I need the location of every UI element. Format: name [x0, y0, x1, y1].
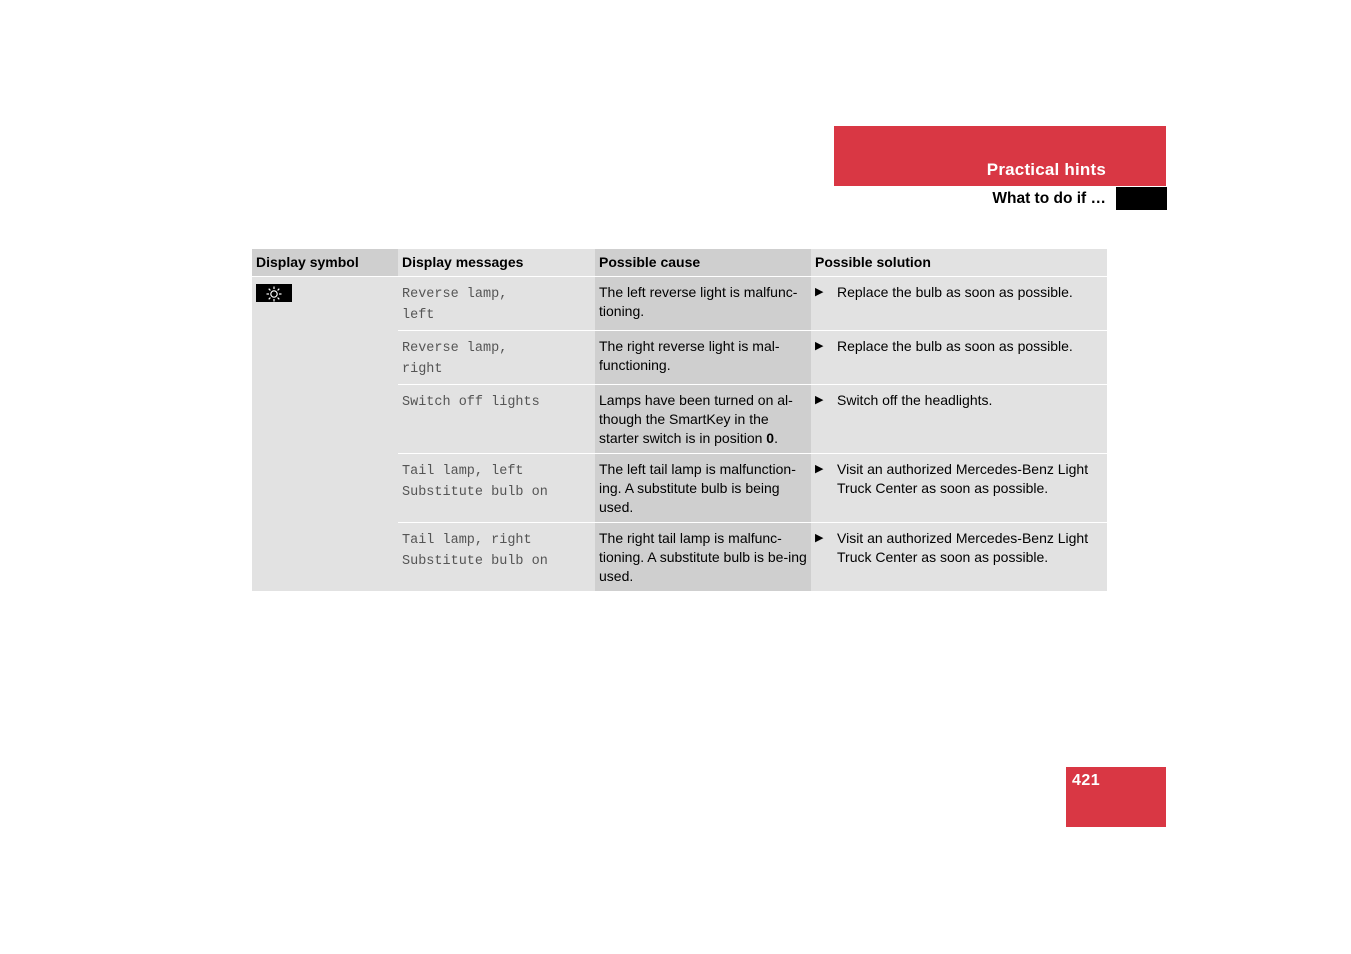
- message-cell: [398, 385, 595, 454]
- bullet-arrow-icon: ▶: [815, 394, 824, 406]
- message-cell: [398, 277, 595, 331]
- bullet-arrow-icon: ▶: [815, 532, 824, 544]
- page-number: 421: [1072, 772, 1101, 789]
- message-cell: [398, 331, 595, 385]
- cause-cell: The right reverse light is mal-functioning.: [595, 331, 811, 385]
- message-cell: [398, 523, 595, 592]
- cause-cell: [595, 385, 811, 454]
- display-message: Reverse lamp, right: [402, 341, 508, 377]
- cause-cell: The left reverse light is malfunc-tioning.: [595, 277, 811, 331]
- section-title: Practical hints: [986, 160, 1106, 179]
- solution-text: Visit an authorized Mercedes-Benz Light Truck Center as soon as possible.: [837, 530, 1089, 565]
- header-possible-cause: Possible cause: [595, 249, 811, 277]
- solution-cell: [811, 331, 1107, 385]
- cause-cell: The left tail lamp is malfunction-ing. A substitute bulb is being used.: [595, 454, 811, 523]
- header-possible-solution: Possible solution: [811, 249, 1107, 277]
- display-message: Tail lamp, right Substitute bulb on: [402, 533, 548, 569]
- cause-suffix: .: [774, 430, 778, 446]
- cause-cell: The right tail lamp is malfunc-tioning. A substitute bulb is be-ing used.: [595, 523, 811, 592]
- solution-text: Replace the bulb as soon as possible.: [837, 284, 1073, 300]
- display-message: Switch off lights: [402, 395, 540, 410]
- solution-cell: [811, 523, 1107, 592]
- subsection-title: What to do if …: [992, 190, 1106, 207]
- cause-text: Lamps have been turned on al-though the SmartKey in the starter switch is in position: [599, 392, 793, 446]
- lamp-icon: [256, 284, 292, 302]
- display-message: Tail lamp, left Substitute bulb on: [402, 464, 548, 500]
- solution-cell: [811, 385, 1107, 454]
- display-message: Reverse lamp, left: [402, 287, 508, 323]
- solution-text: Switch off the headlights.: [837, 392, 993, 408]
- header-display-symbol: Display symbol: [252, 249, 398, 277]
- bullet-arrow-icon: ▶: [815, 463, 824, 475]
- display-messages-table: [252, 249, 1107, 591]
- position-value: 0: [766, 430, 775, 446]
- display-symbol-cell: [252, 277, 398, 592]
- solution-text: Replace the bulb as soon as possible.: [837, 338, 1073, 354]
- black-tab-marker: [1116, 187, 1167, 210]
- bullet-arrow-icon: ▶: [815, 286, 824, 298]
- solution-cell: [811, 277, 1107, 331]
- table-header-row: [252, 249, 1107, 277]
- message-cell: [398, 454, 595, 523]
- solution-cell: [811, 454, 1107, 523]
- section-tab: [834, 126, 1166, 186]
- table-row: [252, 277, 1107, 331]
- solution-text: Visit an authorized Mercedes-Benz Light Truck Center as soon as possible.: [837, 461, 1089, 496]
- header-display-messages: Display messages: [398, 249, 595, 277]
- bullet-arrow-icon: ▶: [815, 340, 824, 352]
- page-number-tab: [1066, 767, 1166, 827]
